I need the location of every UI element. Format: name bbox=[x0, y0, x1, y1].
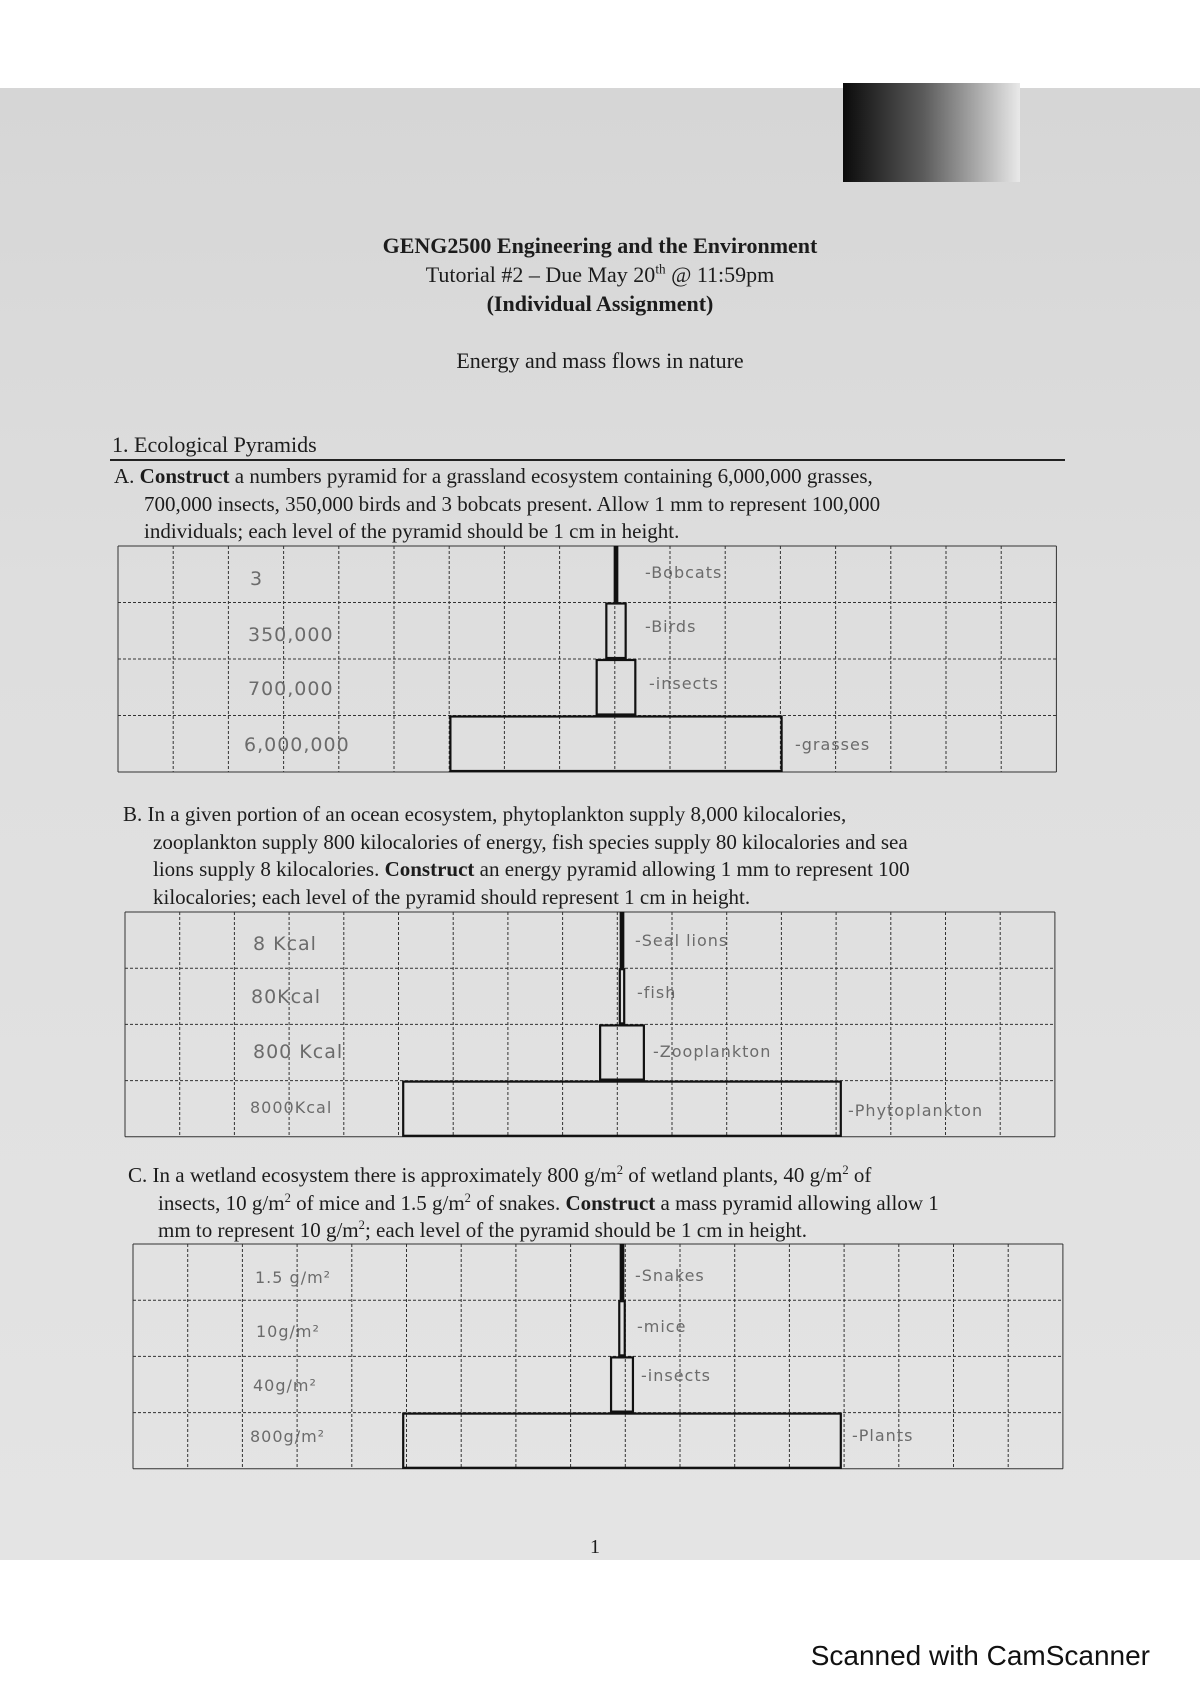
pyramid-b-level: -fish bbox=[637, 983, 677, 1002]
section-title: 1. Ecological Pyramids bbox=[112, 432, 317, 457]
a-pyramid-bar-1 bbox=[615, 547, 618, 602]
pyramid-b-level: -Seal lions bbox=[635, 931, 729, 950]
pyramid-c-value: 800g/m² bbox=[250, 1427, 326, 1446]
question-b-text: B. In a given portion of an ocean ecosystem, phytoplankton supply 8,000 kilocalories, zooplankton supply 800 kilocalories of energy, fish species supply 80 kilocalories and sea lions supply 8 kilocalories. Construct an energy pyramid allowing 1 mm to represent 100 kilocalories; each level of the pyramid should represent 1 cm in height. bbox=[123, 802, 910, 909]
pyramid-b-level: -Zooplankton bbox=[653, 1042, 772, 1061]
c-pyramid-bar-3 bbox=[611, 1357, 633, 1411]
pyramid-c-level: -mice bbox=[637, 1317, 687, 1336]
scan-corner-mark bbox=[843, 83, 1020, 182]
tutorial-due-line: Tutorial #2 – Due May 20th @ 11:59pm bbox=[425, 261, 775, 287]
b-pyramid-bar-1 bbox=[621, 913, 624, 967]
page-number: 1 bbox=[590, 1536, 600, 1558]
c-pyramid-bar-1 bbox=[621, 1245, 624, 1299]
b-pyramid-bar-4 bbox=[403, 1082, 841, 1136]
question-c-text: C. In a wetland ecosystem there is approximately 800 $g/m^2$ of wetland plants, 40 $g/m^2$ of insects, 10 $g/m^2$ of mice and 1.5 $g/m^2$ of snakes. Construct a mass pyramid allowing allow 1 mm to represent 10 $g/m^2$; each level of the pyramid should be 1 cm in height. bbox=[128, 1163, 939, 1242]
pyramid-c-level: -insects bbox=[641, 1366, 711, 1385]
a-pyramid-bar-3 bbox=[597, 660, 636, 715]
pyramid-a-level: -insects bbox=[649, 674, 719, 693]
course-title: GENG2500 Engineering and the Environment bbox=[382, 233, 818, 258]
b-pyramid-bar-3 bbox=[600, 1025, 644, 1079]
c-pyramid-bar-2 bbox=[619, 1301, 624, 1355]
pyramid-c-value: 1.5 g/m² bbox=[255, 1268, 332, 1287]
topic-title: Energy and mass flows in nature bbox=[456, 348, 744, 373]
pyramid-a-value: 6,000,000 bbox=[244, 734, 350, 756]
pyramid-b-value: 8000Kcal bbox=[250, 1098, 333, 1117]
a-pyramid-bar-4 bbox=[450, 717, 781, 772]
assignment-type: (Individual Assignment) bbox=[486, 291, 714, 316]
b-pyramid-bar-2 bbox=[620, 969, 624, 1023]
a-pyramid-bar-2 bbox=[606, 604, 625, 659]
question-a-text: A. Construct a numbers pyramid for a grassland ecosystem containing 6,000,000 grasses, 700,000 insects, 350,000 birds and 3 bobcats present. Allow 1 mm to represent 100,000 individuals; each level of the pyramid should be 1 cm in height. bbox=[114, 464, 881, 543]
pyramid-b-value: 800 Kcal bbox=[253, 1041, 344, 1063]
pyramid-b-value: 80Kcal bbox=[251, 986, 322, 1008]
pyramid-a-level: -Bobcats bbox=[645, 563, 723, 582]
camscanner-watermark: Scanned with CamScanner bbox=[810, 1640, 1150, 1671]
pyramid-a-level: -Birds bbox=[645, 617, 697, 636]
section-divider bbox=[110, 459, 1065, 461]
pyramid-b-level: -Phytoplankton bbox=[848, 1101, 984, 1120]
pyramid-a-level: -grasses bbox=[795, 735, 871, 754]
pyramid-b-value: 8 Kcal bbox=[253, 933, 317, 955]
pyramid-c-value: 40g/m² bbox=[253, 1376, 317, 1395]
pyramid-a-value: 3 bbox=[250, 568, 264, 590]
c-pyramid-bar-4 bbox=[403, 1414, 841, 1468]
pyramid-c-value: 10g/m² bbox=[256, 1322, 320, 1341]
pyramid-c-level: -Plants bbox=[852, 1426, 914, 1445]
pyramid-a-value: 350,000 bbox=[248, 624, 334, 646]
pyramid-a-value: 700,000 bbox=[248, 678, 334, 700]
pyramid-c-level: -Snakes bbox=[635, 1266, 705, 1285]
